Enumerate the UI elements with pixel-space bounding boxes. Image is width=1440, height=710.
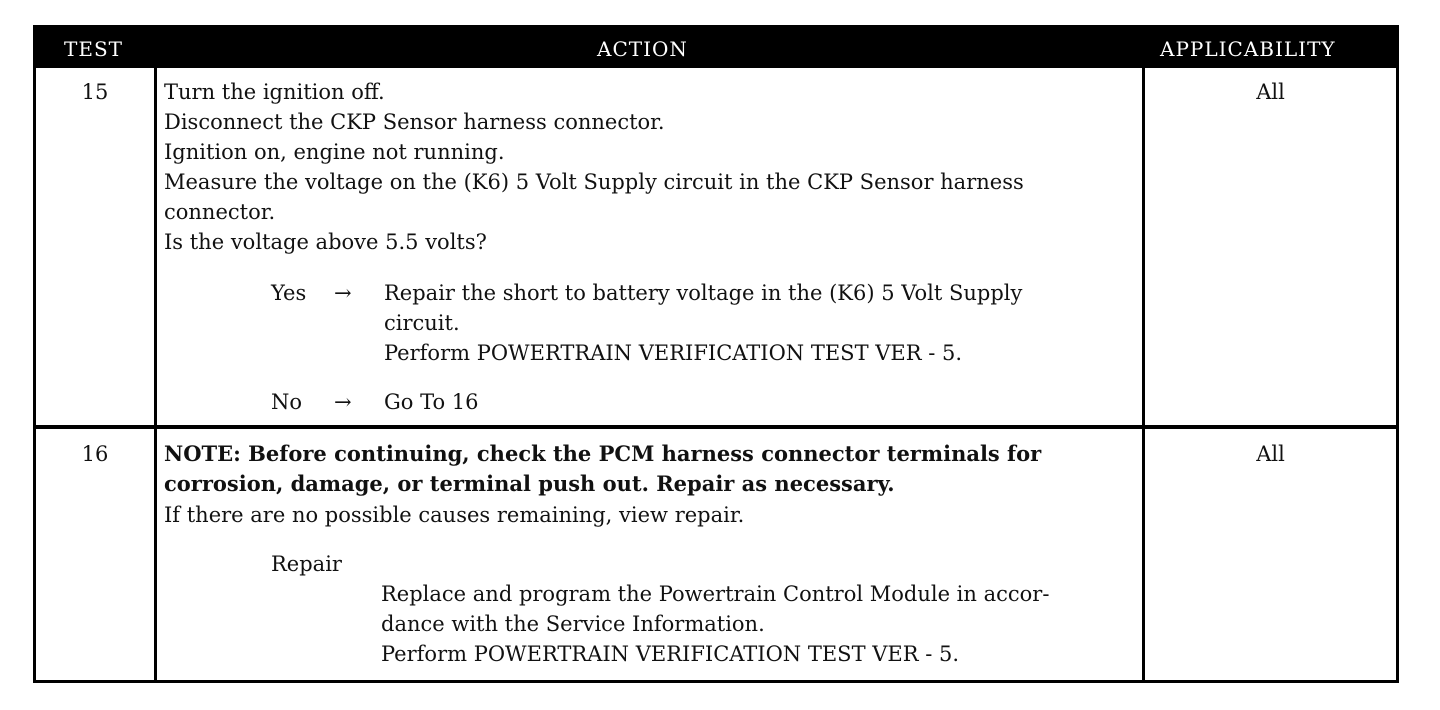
repair-line: Perform POWERTRAIN VERIFICATION TEST VER - 5. — [381, 642, 960, 666]
row-divider — [36, 425, 1396, 429]
info-line: If there are no possible causes remaining, view repair. — [164, 503, 745, 527]
no-action: Go To 16 — [384, 390, 479, 414]
repair-line: dance with the Service Information. — [381, 612, 765, 636]
test-number-16: 16 — [81, 442, 109, 466]
test-number-15: 15 — [81, 80, 109, 104]
header-test: TEST — [64, 37, 123, 61]
yes-label: Yes — [271, 281, 307, 305]
applicability-15: All — [1256, 80, 1285, 104]
repair-line: Replace and program the Powertrain Control Module in accor- — [381, 582, 1050, 606]
applicability-16: All — [1256, 442, 1285, 466]
repair-label: Repair — [271, 552, 342, 576]
step-line: Disconnect the CKP Sensor harness connector. — [164, 110, 665, 134]
step-line: connector. — [164, 200, 276, 224]
step-line: Measure the voltage on the (K6) 5 Volt Supply circuit in the CKP Sensor harness — [164, 170, 1024, 194]
no-label: No — [271, 390, 303, 414]
diagnostic-test-table — [33, 25, 1399, 683]
yes-action-line: Repair the short to battery voltage in the (K6) 5 Volt Supply — [384, 281, 1023, 305]
column-divider-test — [154, 68, 157, 680]
header-applicability: APPLICABILITY — [1160, 37, 1336, 61]
note-line: corrosion, damage, or terminal push out. Repair as necessary. — [164, 471, 895, 496]
arrow-icon: → — [334, 281, 352, 305]
step-line: Turn the ignition off. — [164, 80, 385, 104]
yes-action-line: Perform POWERTRAIN VERIFICATION TEST VER - 5. — [384, 341, 963, 365]
step-question: Is the voltage above 5.5 volts? — [164, 230, 487, 254]
table-header — [36, 28, 1396, 68]
note-line: NOTE: Before continuing, check the PCM harness connector terminals for — [164, 441, 1042, 466]
column-divider-applicability — [1142, 68, 1145, 680]
arrow-icon: → — [334, 390, 352, 414]
header-action: ACTION — [597, 37, 688, 61]
yes-action-line: circuit. — [384, 311, 460, 335]
step-line: Ignition on, engine not running. — [164, 140, 505, 164]
